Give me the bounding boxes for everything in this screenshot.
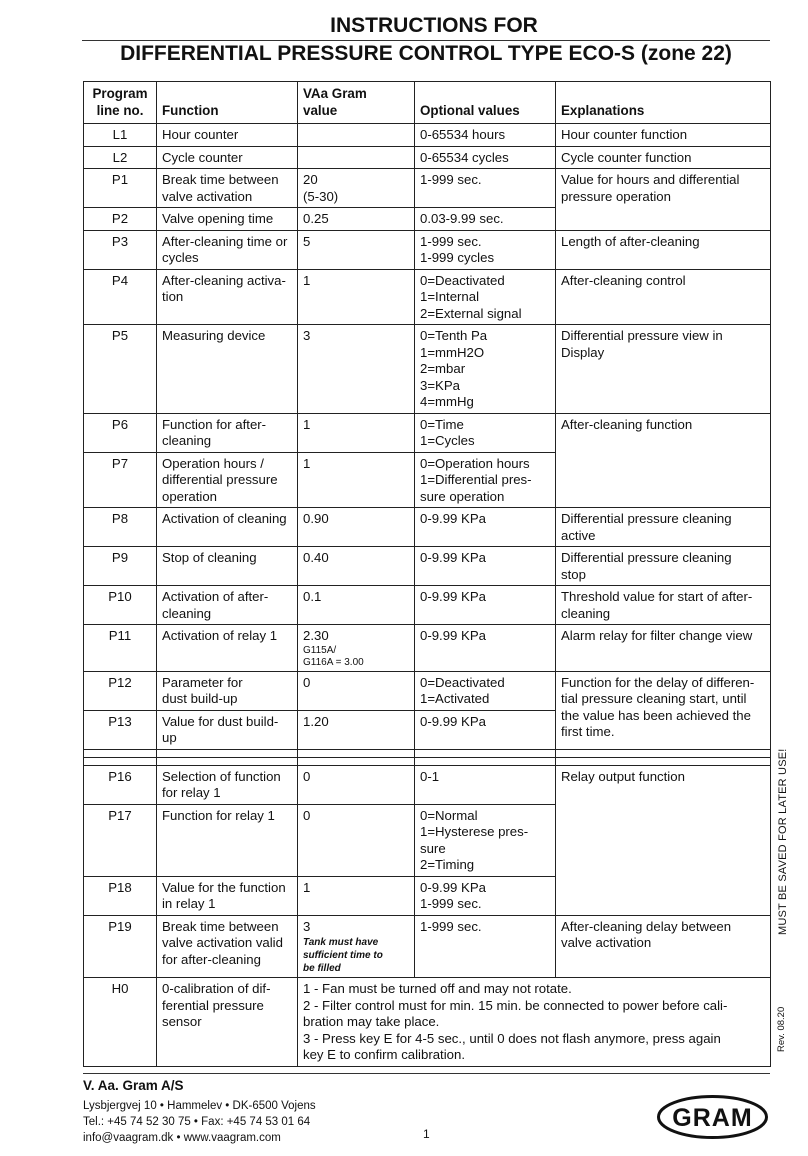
table-row <box>84 765 771 804</box>
table-row <box>84 325 771 414</box>
company-name: V. Aa. Gram A/S <box>83 1078 184 1093</box>
value-cell: 0.1 <box>298 586 415 625</box>
program-no: P1 <box>84 169 157 208</box>
table-row <box>84 625 771 672</box>
value-cell: 3 <box>298 325 415 414</box>
program-no: P7 <box>84 452 157 508</box>
program-no: P16 <box>84 765 157 804</box>
page-number: 1 <box>423 1127 430 1141</box>
function-cell: After-cleaning time or cycles <box>157 230 298 269</box>
optional-cell: 0=Normal 1=Hysterese pres- sure 2=Timing <box>415 804 556 876</box>
program-no: P17 <box>84 804 157 876</box>
value-main: 3 <box>303 918 311 934</box>
optional-cell: 1-999 sec. 1-999 cycles <box>415 230 556 269</box>
program-no: P19 <box>84 915 157 978</box>
function-cell: Function for after- cleaning <box>157 413 298 452</box>
program-no: H0 <box>84 978 157 1067</box>
explanation-cell: Function for the delay of differen- tial pressure cleaning start, until the value has been achieved the first time. <box>556 671 771 749</box>
value-cell: 1 <box>298 452 415 508</box>
optional-cell: 0=Tenth Pa 1=mmH2O 2=mbar 3=KPa 4=mmHg <box>415 325 556 414</box>
value-cell: 0.90 <box>298 508 415 547</box>
explanation-cell: Hour counter function <box>556 124 771 147</box>
explanation-cell: After-cleaning delay between valve activation <box>556 915 771 978</box>
explanation-cell: After-cleaning function <box>556 413 771 508</box>
program-no: P6 <box>84 413 157 452</box>
value-cell <box>298 915 415 978</box>
value-cell: 0 <box>298 671 415 710</box>
optional-cell: 0=Deactivated 1=Activated <box>415 671 556 710</box>
program-no: P9 <box>84 547 157 586</box>
document-title-line2: DIFFERENTIAL PRESSURE CONTROL TYPE ECO-S (zone 22) <box>120 42 732 65</box>
program-no: P10 <box>84 586 157 625</box>
header-function: Function <box>157 82 298 124</box>
function-cell: Activation of cleaning <box>157 508 298 547</box>
function-cell: Valve opening time <box>157 208 298 231</box>
program-no: P11 <box>84 625 157 672</box>
function-cell: Activation of after- cleaning <box>157 586 298 625</box>
value-cell: 0 <box>298 804 415 876</box>
optional-cell: 0-9.99 KPa <box>415 586 556 625</box>
header-program-line-no: Program line no. <box>84 82 157 124</box>
table-row <box>84 978 771 1067</box>
optional-cell: 0-65534 hours <box>415 124 556 147</box>
value-cell: 1 <box>298 876 415 915</box>
program-no: L1 <box>84 124 157 147</box>
function-cell: Break time between valve activation valid for after-cleaning <box>157 915 298 978</box>
function-cell: Value for dust build- up <box>157 710 298 749</box>
optional-cell: 0-9.99 KPa <box>415 508 556 547</box>
function-cell: Function for relay 1 <box>157 804 298 876</box>
program-parameters-table <box>83 81 771 1067</box>
function-cell: Measuring device <box>157 325 298 414</box>
footer-divider <box>83 1073 770 1074</box>
value-cell <box>298 625 415 672</box>
optional-cell: 0=Deactivated 1=Internal 2=External signal <box>415 269 556 325</box>
optional-cell: 1-999 sec. <box>415 169 556 208</box>
program-no: L2 <box>84 146 157 169</box>
program-no: P5 <box>84 325 157 414</box>
company-contact: info@vaagram.dk • www.vaagram.com <box>83 1132 281 1144</box>
table-row <box>84 671 771 710</box>
table-row <box>84 586 771 625</box>
company-address: Lysbjergvej 10 • Hammelev • DK-6500 Vojens <box>83 1100 316 1112</box>
program-no: P12 <box>84 671 157 710</box>
revision-label: Rev. 08.20 <box>776 1006 787 1052</box>
function-cell: Break time between valve activation <box>157 169 298 208</box>
optional-cell: 0-9.99 KPa <box>415 710 556 749</box>
function-cell: Cycle counter <box>157 146 298 169</box>
optional-cell: 0=Operation hours 1=Differential pres- sure operation <box>415 452 556 508</box>
optional-cell: 0-9.99 KPa 1-999 sec. <box>415 876 556 915</box>
gram-logo <box>656 1094 769 1140</box>
table-row <box>84 146 771 169</box>
optional-cell: 0-1 <box>415 765 556 804</box>
header-explanations: Explanations <box>556 82 771 124</box>
value-model-note: G115A/ G116A = 3.00 <box>303 644 364 668</box>
function-cell: After-cleaning activa- tion <box>157 269 298 325</box>
table-row <box>84 413 771 452</box>
optional-cell: 0-65534 cycles <box>415 146 556 169</box>
explanation-cell: After-cleaning control <box>556 269 771 325</box>
company-phone: Tel.: +45 74 52 30 75 • Fax: +45 74 53 01 64 <box>83 1116 311 1128</box>
function-cell: Hour counter <box>157 124 298 147</box>
value-cell: 0.25 <box>298 208 415 231</box>
explanation-cell: Differential pressure view in Display <box>556 325 771 414</box>
table-row <box>84 124 771 147</box>
value-cell: 1.20 <box>298 710 415 749</box>
value-cell <box>298 146 415 169</box>
program-no: P2 <box>84 208 157 231</box>
value-cell: 5 <box>298 230 415 269</box>
program-no: P3 <box>84 230 157 269</box>
header-gram-value: VAa Gram value <box>298 82 415 124</box>
value-cell <box>298 124 415 147</box>
optional-cell: 1-999 sec. <box>415 915 556 978</box>
title-divider <box>82 40 770 41</box>
explanation-cell: Differential pressure cleaning stop <box>556 547 771 586</box>
explanation-cell: Differential pressure cleaning active <box>556 508 771 547</box>
table-row <box>84 169 771 208</box>
table-row <box>84 915 771 978</box>
blank-row <box>84 757 771 765</box>
function-cell: Activation of relay 1 <box>157 625 298 672</box>
optional-cell: 0-9.99 KPa <box>415 547 556 586</box>
explanation-cell: Alarm relay for filter change view <box>556 625 771 672</box>
function-cell: Parameter for dust build-up <box>157 671 298 710</box>
logo-text: GRAM <box>672 1104 753 1132</box>
table-row <box>84 508 771 547</box>
explanation-cell: Value for hours and differential pressure operation <box>556 169 771 231</box>
explanation-cell: Length of after-cleaning <box>556 230 771 269</box>
function-cell: Value for the function in relay 1 <box>157 876 298 915</box>
explanation-cell: Threshold value for start of after- cleaning <box>556 586 771 625</box>
header-optional-values: Optional values <box>415 82 556 124</box>
program-no: P4 <box>84 269 157 325</box>
blank-row <box>84 749 771 757</box>
function-cell: Stop of cleaning <box>157 547 298 586</box>
program-no: P13 <box>84 710 157 749</box>
value-warning-note: Tank must have sufficient time to be filled <box>303 937 383 974</box>
table-row <box>84 269 771 325</box>
explanation-cell: Cycle counter function <box>556 146 771 169</box>
program-no: P8 <box>84 508 157 547</box>
calibration-instructions: 1 - Fan must be turned off and may not rotate. 2 - Filter control must for min. 15 min. be connected to power before cali- bration may take place. 3 - Press key E for 4-5 sec., until 0 does not flash anymore, press again key E to confirm calibration. <box>298 978 771 1067</box>
optional-cell: 0-9.99 KPa <box>415 625 556 672</box>
value-cell: 0 <box>298 765 415 804</box>
table-row <box>84 230 771 269</box>
function-cell: Operation hours / differential pressure operation <box>157 452 298 508</box>
value-cell: 20 (5-30) <box>298 169 415 208</box>
optional-cell: 0=Time 1=Cycles <box>415 413 556 452</box>
function-cell: 0-calibration of dif- ferential pressure sensor <box>157 978 298 1067</box>
optional-cell: 0.03-9.99 sec. <box>415 208 556 231</box>
value-cell: 0.40 <box>298 547 415 586</box>
value-cell: 1 <box>298 413 415 452</box>
table-row <box>84 547 771 586</box>
value-main: 2.30 <box>303 628 329 643</box>
document-title-line1: INSTRUCTIONS FOR <box>330 14 538 37</box>
value-cell: 1 <box>298 269 415 325</box>
program-no: P18 <box>84 876 157 915</box>
explanation-cell: Relay output function <box>556 765 771 915</box>
table-header-row <box>84 82 771 124</box>
function-cell: Selection of function for relay 1 <box>157 765 298 804</box>
